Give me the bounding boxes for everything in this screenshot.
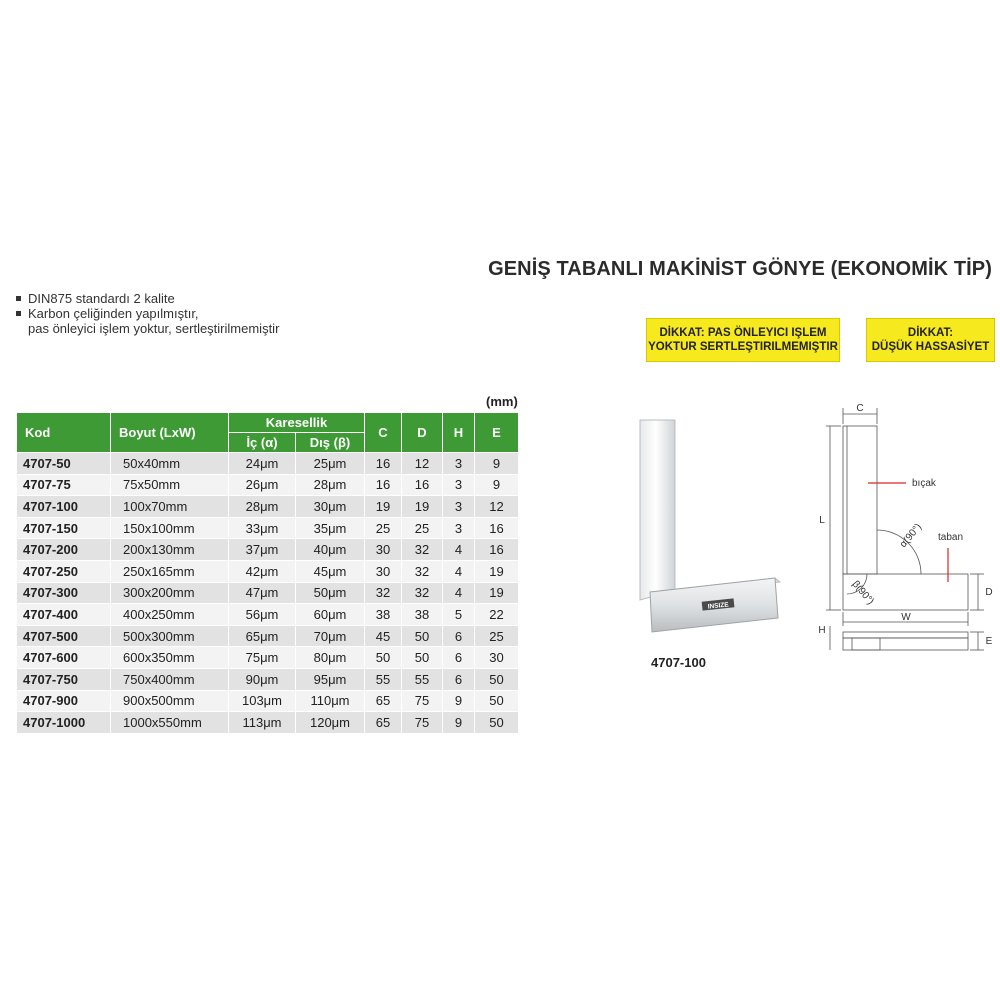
cell-c: 45 [365, 625, 402, 647]
spec-table [16, 412, 519, 734]
dim-l: L [819, 515, 825, 526]
drawing-blade [843, 426, 877, 574]
cell-ic: 65μm [229, 625, 296, 647]
cell-c: 25 [365, 517, 402, 539]
cell-h: 6 [443, 647, 475, 669]
cell-e: 9 [475, 474, 519, 496]
cell-d: 38 [402, 604, 443, 626]
cell-kod: 4707-250 [17, 560, 111, 582]
cell-h: 5 [443, 604, 475, 626]
cell-boyut: 50x40mm [111, 453, 229, 475]
cell-ic: 90μm [229, 668, 296, 690]
label-bicak: bıçak [912, 478, 936, 489]
cell-boyut: 75x50mm [111, 474, 229, 496]
col-header-boyut: Boyut (LxW) [111, 413, 229, 453]
cell-c: 55 [365, 668, 402, 690]
col-header-karesellik: Karesellik [229, 413, 365, 433]
cell-kod: 4707-400 [17, 604, 111, 626]
cell-d: 12 [402, 453, 443, 475]
label-taban: taban [938, 532, 964, 543]
cell-dis: 35μm [296, 517, 365, 539]
cell-ic: 47μm [229, 582, 296, 604]
cell-d: 16 [402, 474, 443, 496]
table-row [17, 604, 519, 626]
cell-ic: 75μm [229, 647, 296, 669]
cell-c: 65 [365, 712, 402, 734]
cell-d: 32 [402, 539, 443, 561]
dim-h: H [818, 625, 826, 636]
cell-e: 50 [475, 668, 519, 690]
cell-dis: 28μm [296, 474, 365, 496]
dim-d: D [985, 587, 993, 598]
cell-e: 50 [475, 690, 519, 712]
cell-c: 16 [365, 474, 402, 496]
table-row [17, 690, 519, 712]
cell-e: 25 [475, 625, 519, 647]
cell-c: 19 [365, 496, 402, 518]
cell-boyut: 250x165mm [111, 560, 229, 582]
feature-text: Karbon çeliğinden yapılmıştır, pas önleyici işlem yoktur, sertleştirilmemiştir [28, 306, 280, 336]
label-alpha: α(90°) [897, 521, 925, 550]
table-row [17, 453, 519, 475]
cell-dis: 25μm [296, 453, 365, 475]
drawing-side-view [843, 632, 968, 638]
cell-boyut: 1000x550mm [111, 712, 229, 734]
table-row [17, 625, 519, 647]
cell-e: 22 [475, 604, 519, 626]
cell-e: 19 [475, 560, 519, 582]
cell-h: 3 [443, 496, 475, 518]
cell-dis: 95μm [296, 668, 365, 690]
cell-ic: 37μm [229, 539, 296, 561]
dim-c: C [856, 403, 864, 414]
table-row [17, 712, 519, 734]
cell-e: 30 [475, 647, 519, 669]
cell-boyut: 500x300mm [111, 625, 229, 647]
bullet-icon [16, 311, 21, 316]
col-header-e: E [475, 413, 519, 453]
cell-kod: 4707-900 [17, 690, 111, 712]
cell-c: 30 [365, 560, 402, 582]
cell-ic: 103μm [229, 690, 296, 712]
unit-label: (mm) [486, 394, 518, 409]
cell-dis: 80μm [296, 647, 365, 669]
cell-kod: 4707-50 [17, 453, 111, 475]
product-code-label: 4707-100 [651, 655, 706, 670]
table-row [17, 668, 519, 690]
table-row [17, 539, 519, 561]
cell-e: 16 [475, 539, 519, 561]
cell-ic: 113μm [229, 712, 296, 734]
cell-h: 6 [443, 625, 475, 647]
cell-dis: 30μm [296, 496, 365, 518]
cell-dis: 40μm [296, 539, 365, 561]
blade-shape [640, 420, 675, 600]
cell-boyut: 400x250mm [111, 604, 229, 626]
col-header-ic: İç (α) [229, 433, 296, 453]
cell-d: 75 [402, 690, 443, 712]
cell-e: 19 [475, 582, 519, 604]
spec-table-body [17, 453, 519, 734]
cell-h: 3 [443, 474, 475, 496]
cell-kod: 4707-500 [17, 625, 111, 647]
cell-c: 50 [365, 647, 402, 669]
cell-dis: 110μm [296, 690, 365, 712]
cell-h: 4 [443, 582, 475, 604]
cell-ic: 24μm [229, 453, 296, 475]
table-row [17, 496, 519, 518]
cell-ic: 33μm [229, 517, 296, 539]
cell-kod: 4707-300 [17, 582, 111, 604]
cell-boyut: 150x100mm [111, 517, 229, 539]
cell-boyut: 300x200mm [111, 582, 229, 604]
cell-h: 9 [443, 690, 475, 712]
cell-kod: 4707-150 [17, 517, 111, 539]
product-photo [630, 410, 790, 650]
cell-e: 9 [475, 453, 519, 475]
table-row [17, 517, 519, 539]
cell-d: 75 [402, 712, 443, 734]
label-beta: β(90°) [849, 578, 876, 608]
bullet-icon [16, 296, 21, 301]
cell-dis: 50μm [296, 582, 365, 604]
technical-drawing [808, 398, 996, 660]
cell-h: 3 [443, 517, 475, 539]
cell-d: 19 [402, 496, 443, 518]
col-header-kod: Kod [17, 413, 111, 453]
cell-kod: 4707-750 [17, 668, 111, 690]
cell-h: 4 [443, 539, 475, 561]
col-header-d: D [402, 413, 443, 453]
cell-d: 55 [402, 668, 443, 690]
col-header-h: H [443, 413, 475, 453]
cell-boyut: 100x70mm [111, 496, 229, 518]
cell-d: 32 [402, 560, 443, 582]
cell-kod: 4707-200 [17, 539, 111, 561]
cell-e: 50 [475, 712, 519, 734]
table-row [17, 582, 519, 604]
table-row [17, 474, 519, 496]
cell-c: 65 [365, 690, 402, 712]
cell-ic: 56μm [229, 604, 296, 626]
cell-dis: 120μm [296, 712, 365, 734]
cell-h: 3 [443, 453, 475, 475]
cell-ic: 28μm [229, 496, 296, 518]
cell-c: 30 [365, 539, 402, 561]
cell-d: 50 [402, 625, 443, 647]
feature-text: DIN875 standardı 2 kalite [28, 291, 175, 306]
cell-boyut: 200x130mm [111, 539, 229, 561]
cell-d: 25 [402, 517, 443, 539]
cell-ic: 42μm [229, 560, 296, 582]
cell-dis: 60μm [296, 604, 365, 626]
table-row [17, 560, 519, 582]
cell-dis: 45μm [296, 560, 365, 582]
cell-c: 32 [365, 582, 402, 604]
warning-badge-precision: DİKKAT: DÜŞÜK HASSASİYET [866, 318, 995, 362]
cell-kod: 4707-1000 [17, 712, 111, 734]
feature-item [16, 306, 279, 336]
cell-e: 16 [475, 517, 519, 539]
page-title: GENİŞ TABANLI MAKİNİST GÖNYE (EKONOMİK TİP) [488, 258, 992, 280]
cell-c: 38 [365, 604, 402, 626]
col-header-dis: Dış (β) [296, 433, 365, 453]
col-header-c: C [365, 413, 402, 453]
cell-h: 4 [443, 560, 475, 582]
cell-d: 32 [402, 582, 443, 604]
cell-e: 12 [475, 496, 519, 518]
cell-kod: 4707-75 [17, 474, 111, 496]
brand-logo-text: INSIZE [707, 601, 729, 611]
feature-list [16, 291, 279, 336]
cell-h: 6 [443, 668, 475, 690]
dim-e: E [985, 636, 993, 647]
cell-boyut: 900x500mm [111, 690, 229, 712]
cell-boyut: 600x350mm [111, 647, 229, 669]
cell-kod: 4707-100 [17, 496, 111, 518]
cell-boyut: 750x400mm [111, 668, 229, 690]
cell-h: 9 [443, 712, 475, 734]
cell-c: 16 [365, 453, 402, 475]
dim-w: W [901, 612, 911, 623]
cell-dis: 70μm [296, 625, 365, 647]
warning-badge-rust: DİKKAT: PAS ÖNLEYICI IŞLEM YOKTUR SERTLEŞTIRILMEMIŞTIR [646, 318, 840, 362]
cell-kod: 4707-600 [17, 647, 111, 669]
cell-d: 50 [402, 647, 443, 669]
table-row [17, 647, 519, 669]
cell-ic: 26μm [229, 474, 296, 496]
feature-item [16, 291, 279, 306]
